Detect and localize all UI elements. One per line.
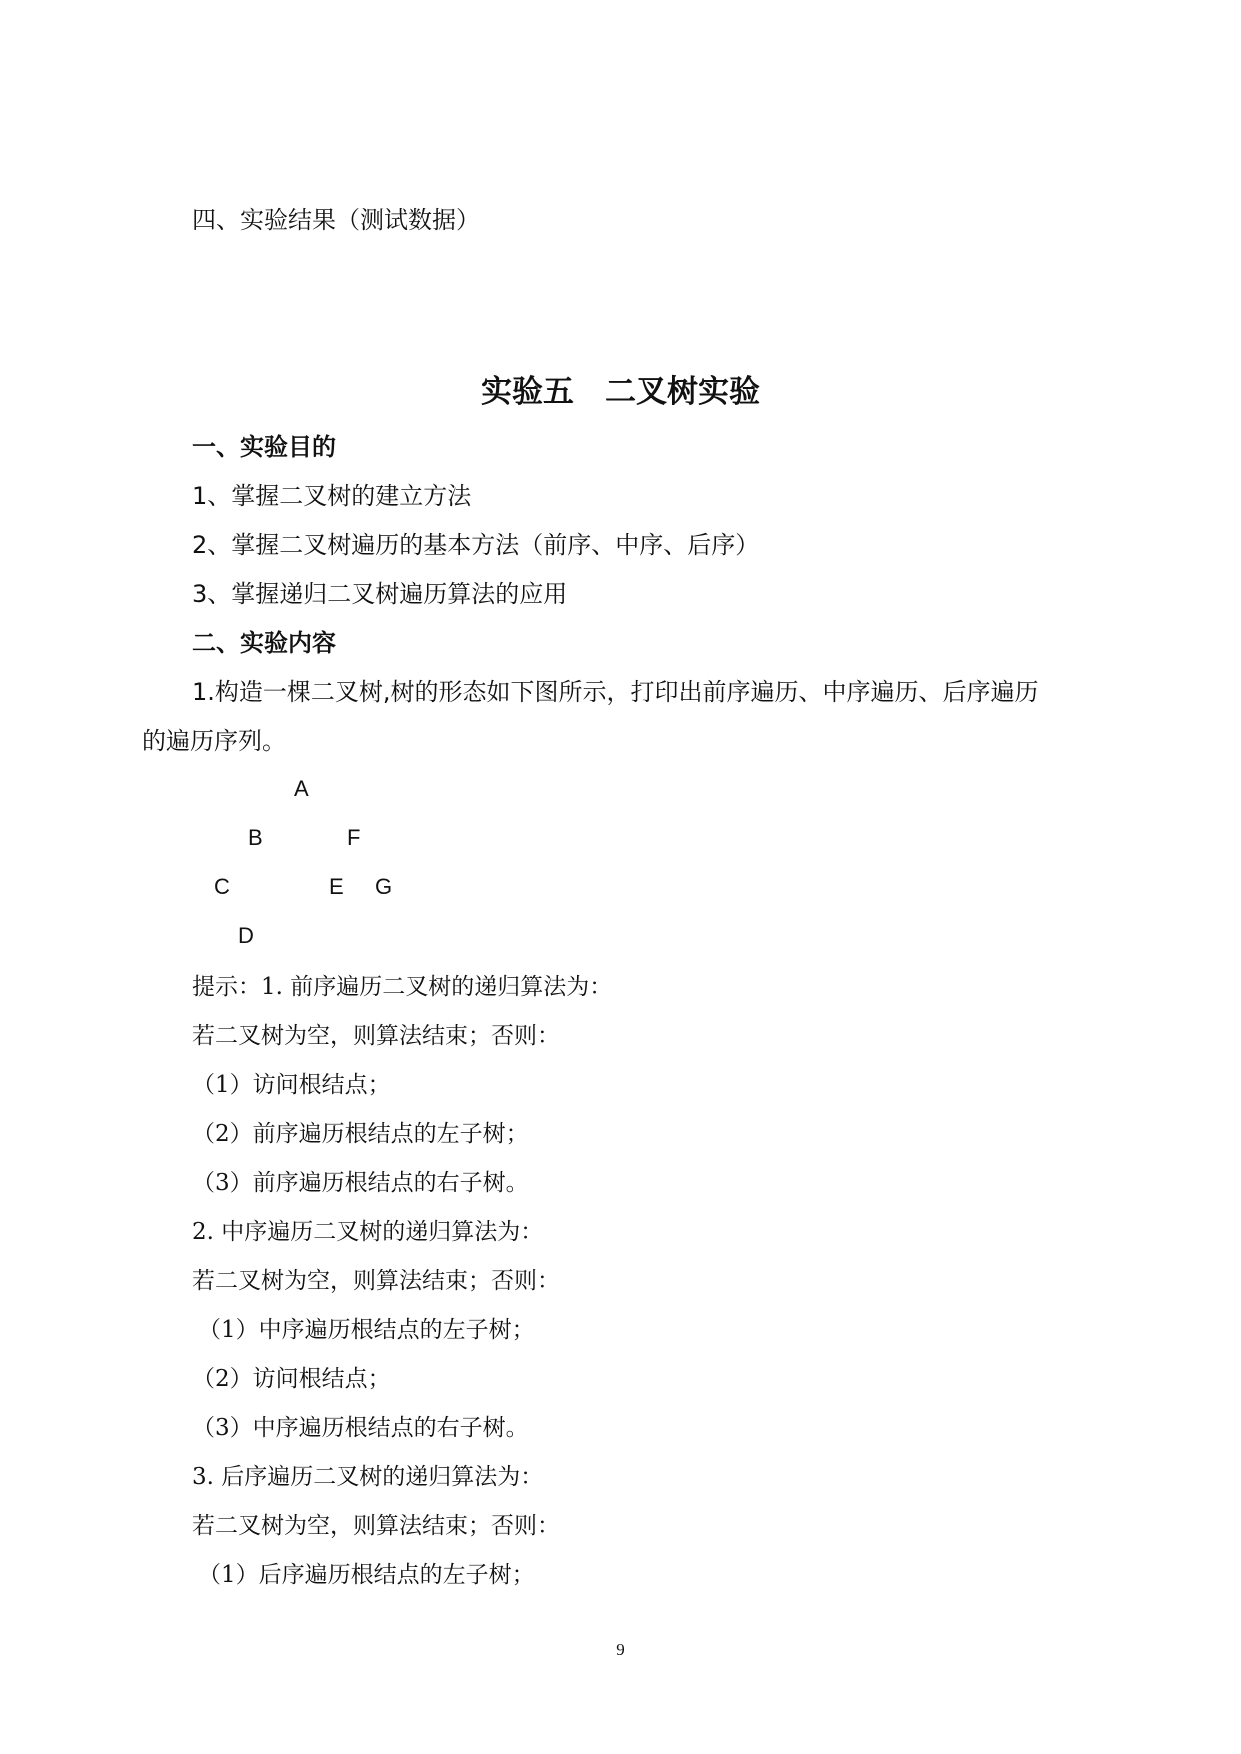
hint-line: （2）前序遍历根结点的左子树； xyxy=(192,1121,529,1147)
hint-line: （3）前序遍历根结点的右子树。 xyxy=(192,1170,529,1196)
experiment-title: 实验五 二叉树实验 xyxy=(481,374,760,410)
content-heading: 二、实验内容 xyxy=(192,629,336,657)
objective-item: 3、掌握递归二叉树遍历算法的应用 xyxy=(192,580,568,608)
tree-node-f: F xyxy=(347,825,361,850)
tree-node-d: D xyxy=(238,923,254,948)
results-heading: 四、实验结果（测试数据） xyxy=(192,206,480,234)
hint-line: （3）中序遍历根结点的右子树。 xyxy=(192,1415,529,1441)
hint-line: 2. 中序遍历二叉树的递归算法为： xyxy=(192,1219,544,1245)
tree-node-c: C xyxy=(214,874,230,899)
hint-line: （1）后序遍历根结点的左子树； xyxy=(198,1562,535,1588)
hint-line: 3. 后序遍历二叉树的递归算法为： xyxy=(192,1464,544,1490)
task-description-continued: 的遍历序列。 xyxy=(142,727,286,755)
tree-node-e: E xyxy=(329,874,344,899)
hint-line: 若二叉树为空，则算法结束；否则： xyxy=(192,1268,560,1294)
objective-item: 2、掌握二叉树遍历的基本方法（前序、中序、后序） xyxy=(192,531,760,559)
hint-line: 若二叉树为空，则算法结束；否则： xyxy=(192,1513,560,1539)
hint-line: 若二叉树为空，则算法结束；否则： xyxy=(192,1023,560,1049)
hint-line: （2）访问根结点； xyxy=(192,1366,391,1392)
objectives-heading: 一、实验目的 xyxy=(192,433,336,461)
task-description: 1.构造一棵二叉树,树的形态如下图所示，打印出前序遍历、中序遍历、后序遍历 xyxy=(192,678,1039,706)
tree-node-g: G xyxy=(375,874,393,899)
objective-item: 1、掌握二叉树的建立方法 xyxy=(192,482,472,510)
tree-node-b: B xyxy=(248,825,263,850)
hint-line: （1）中序遍历根结点的左子树； xyxy=(198,1317,535,1343)
page-number: 9 xyxy=(616,1640,625,1659)
hint-line: 提示：1. 前序遍历二叉树的递归算法为： xyxy=(192,974,613,1000)
hint-line: （1）访问根结点； xyxy=(192,1072,391,1098)
tree-node-a: A xyxy=(294,776,309,801)
